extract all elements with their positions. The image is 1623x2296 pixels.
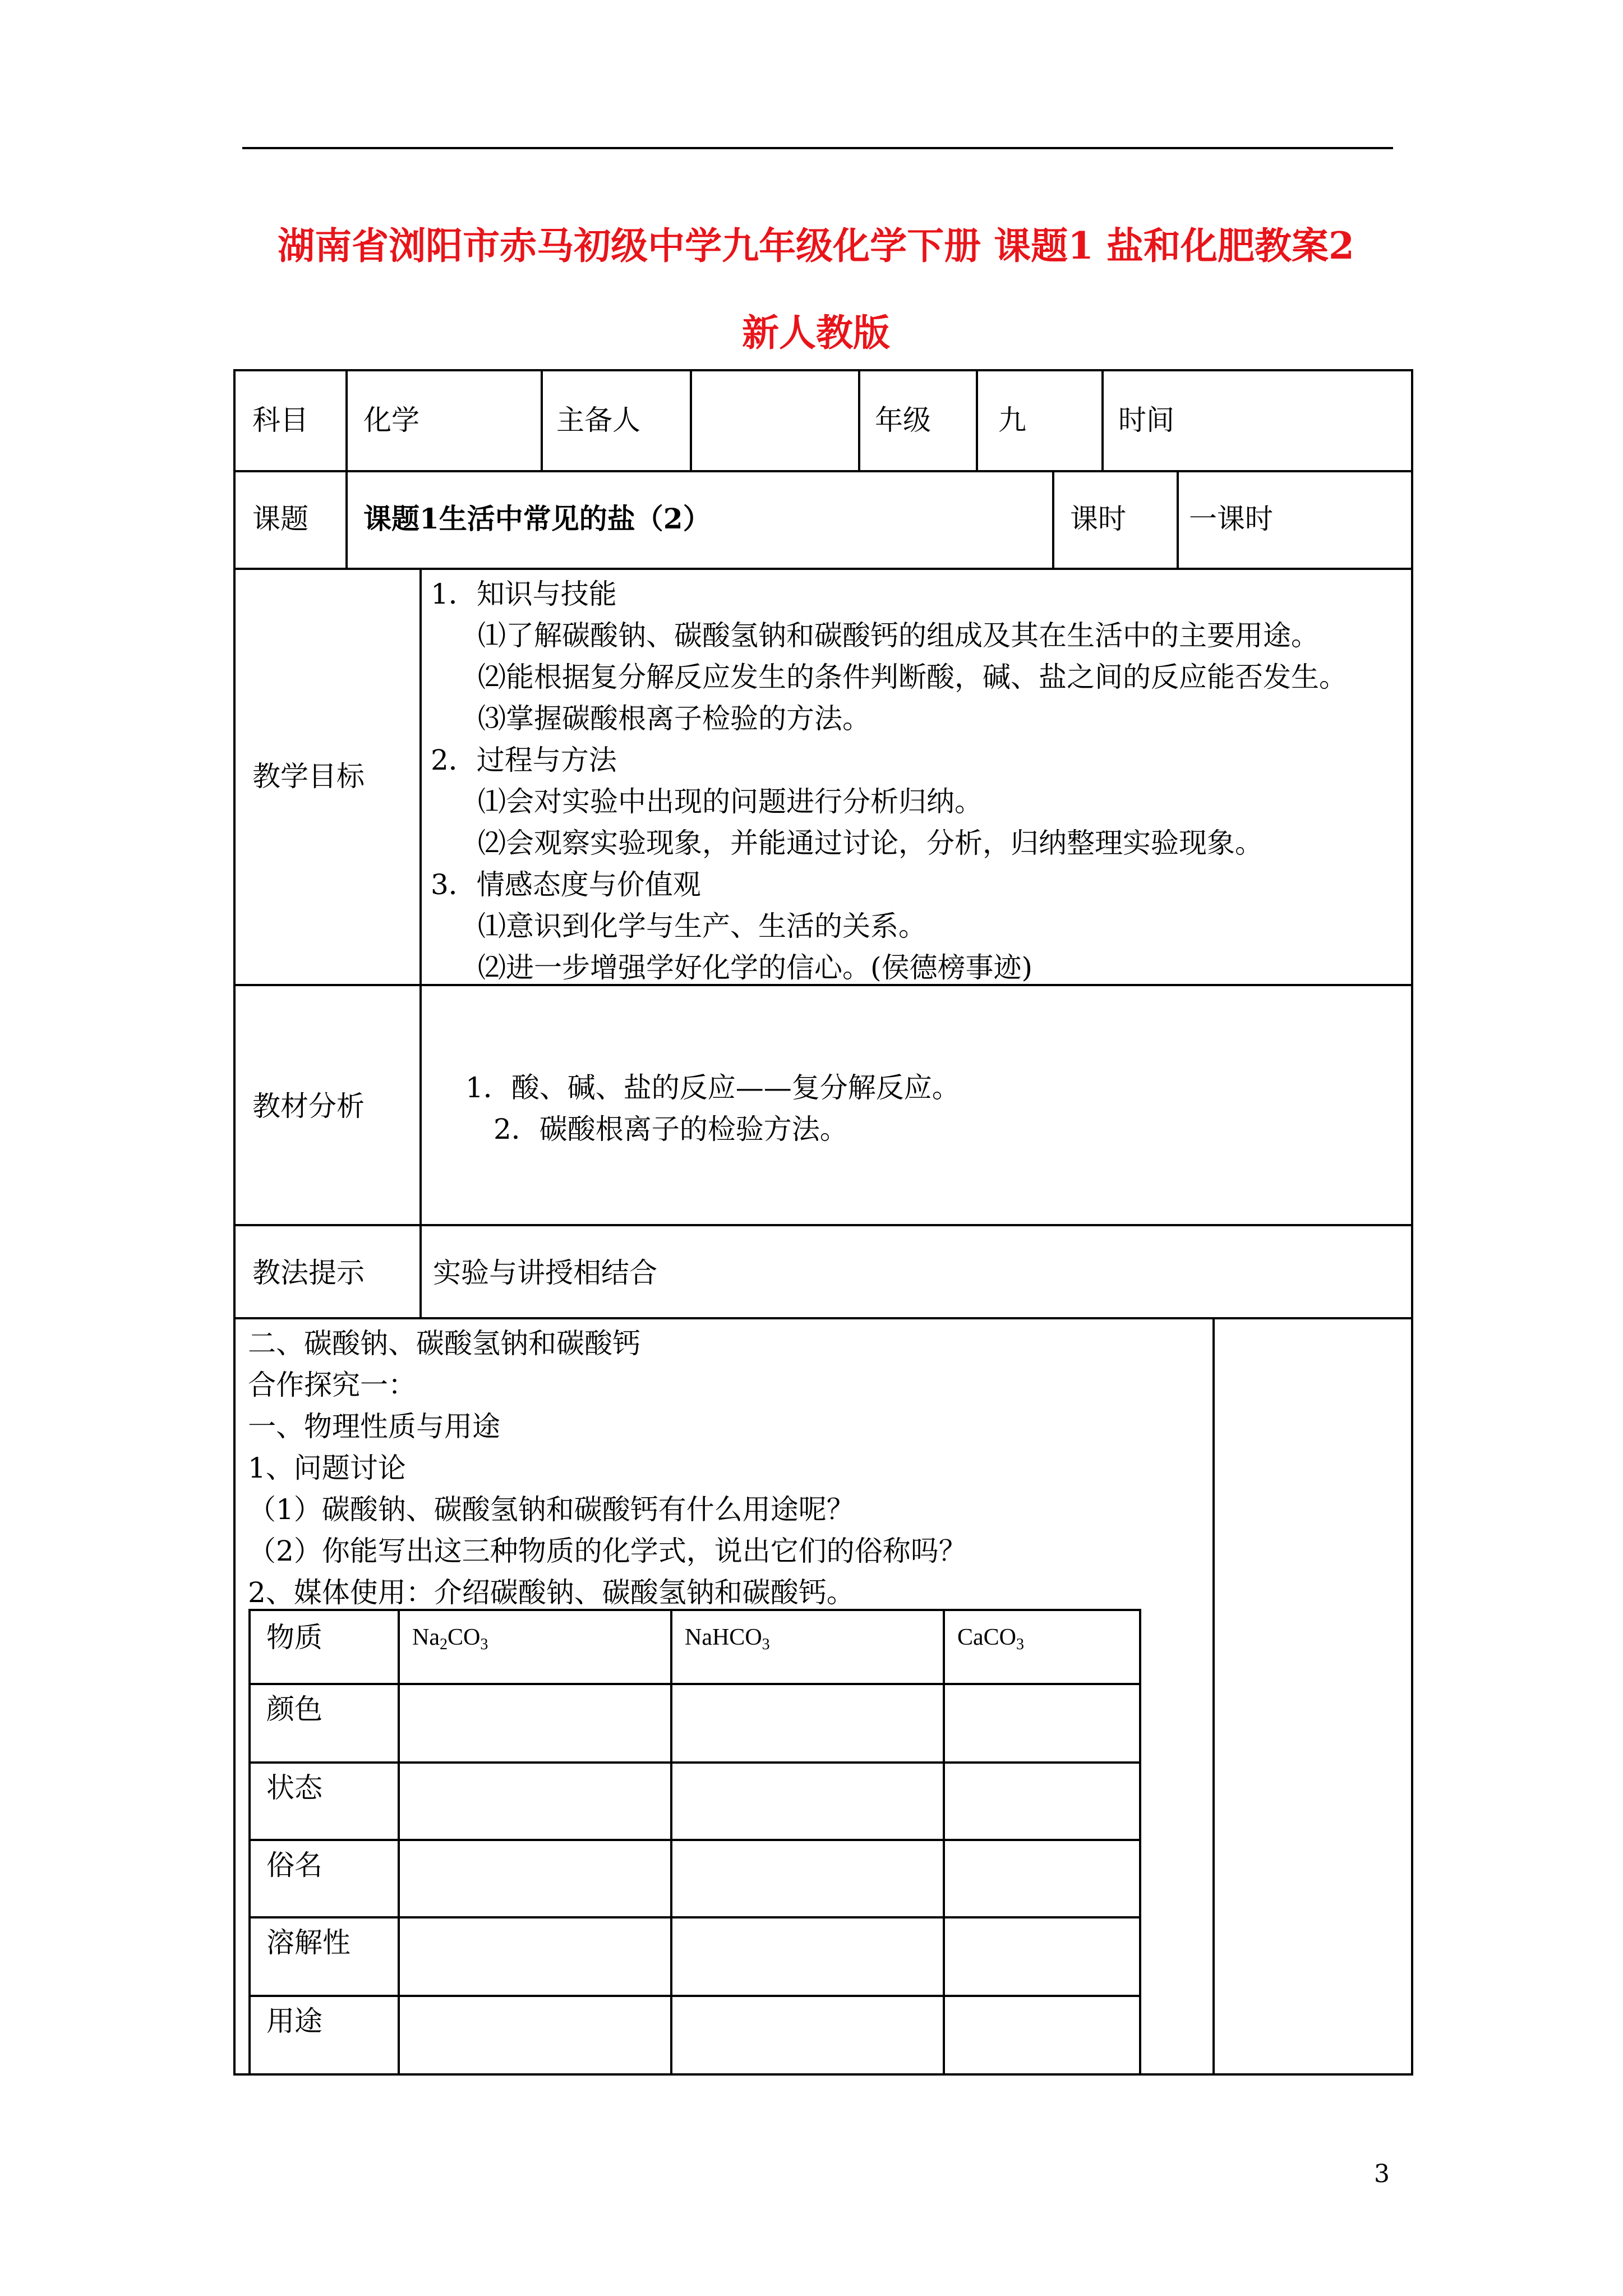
preparer-label: 主备人 (556, 404, 640, 436)
method-label: 教法提示 (252, 1257, 365, 1289)
subject-label: 科目 (252, 404, 308, 436)
header-caco3 (957, 1626, 1024, 1653)
document-title-line-2: 新人教版 (742, 311, 890, 355)
objective-line: 3．情感态度与价值观 (431, 868, 701, 901)
header-nahco3 (685, 1626, 770, 1653)
row-divider (251, 1916, 1139, 1918)
col-divider (1101, 371, 1104, 470)
document-title-line-1: 湖南省浏阳市赤马初级中学九年级化学下册 课题1 盐和化肥教案2 (278, 224, 1354, 268)
body-line: （1）碳酸钠、碳酸氢钠和碳酸钙有什么用途呢？ (248, 1493, 855, 1526)
row-divider (251, 1761, 1139, 1764)
body-line: （2）你能写出这三种物质的化学式，说出它们的俗称吗？ (248, 1535, 967, 1567)
row-divider (236, 1224, 1411, 1226)
period-label: 课时 (1070, 503, 1126, 535)
body-line: 合作探究一： (248, 1369, 416, 1401)
col-divider (690, 371, 692, 470)
analysis-line: 2．碳酸根离子的检验方法。 (494, 1113, 848, 1145)
grade-label: 年级 (875, 404, 931, 436)
property-table (248, 1609, 1141, 2076)
objective-line: ⑴意识到化学与生产、生活的关系。 (478, 910, 926, 942)
body-line: 2、媒体使用：介绍碳酸钠、碳酸氢钠和碳酸钙。 (248, 1576, 855, 1609)
topic-label: 课题 (252, 503, 308, 535)
row-label-state: 状态 (266, 1772, 322, 1804)
topic-value: 课题1生活中常见的盐（2） (363, 502, 711, 535)
formula-subscript: 3 (1016, 1636, 1024, 1653)
grade-value: 九 (998, 404, 1026, 436)
subject-value: 化学 (363, 404, 419, 436)
col-divider (398, 1611, 400, 2073)
formula-subscript: 3 (762, 1636, 770, 1653)
formula-part: CO (447, 1625, 481, 1650)
objective-line: ⑵进一步增强学好化学的信心。(侯德榜事迹) (478, 951, 1033, 984)
col-divider (1177, 470, 1179, 568)
row-divider (251, 1995, 1139, 1997)
col-divider (419, 568, 422, 1317)
col-divider (541, 371, 543, 470)
col-divider (1052, 470, 1054, 568)
col-divider (1212, 1317, 1215, 2073)
objective-line: ⑶掌握碳酸根离子检验的方法。 (478, 702, 870, 735)
row-label-solubility: 溶解性 (266, 1926, 351, 1959)
row-divider (236, 1317, 1411, 1319)
formula-part: CaCO (957, 1625, 1016, 1650)
formula-part: Na (412, 1625, 440, 1650)
row-label-common-name: 俗名 (266, 1849, 322, 1881)
analysis-line: 1．酸、碱、盐的反应——复分解反应。 (465, 1071, 960, 1104)
objective-line: ⑵会观察实验现象，并能通过讨论，分析，归纳整理实验现象。 (478, 827, 1263, 859)
formula-part: NaHCO (685, 1625, 762, 1650)
col-divider (943, 1611, 945, 2073)
row-divider (236, 984, 1411, 986)
col-divider (345, 371, 348, 470)
body-line: 一、物理性质与用途 (248, 1410, 500, 1443)
header-na2co3 (412, 1626, 488, 1653)
row-divider (251, 1839, 1139, 1841)
objective-line: 2．过程与方法 (431, 744, 617, 776)
row-divider (251, 1683, 1139, 1685)
objective-line: ⑵能根据复分解反应发生的条件判断酸，碱、盐之间的反应能否发生。 (478, 661, 1347, 693)
col-divider (858, 371, 860, 470)
row-divider (236, 470, 1411, 472)
row-label-use: 用途 (266, 2005, 322, 2037)
objective-line: ⑴了解碳酸钠、碳酸氢钠和碳酸钙的组成及其在生活中的主要用途。 (478, 619, 1319, 652)
method-value: 实验与讲授相结合 (433, 1257, 657, 1289)
col-divider (670, 1611, 672, 2073)
analysis-label: 教材分析 (252, 1090, 365, 1122)
col-divider (976, 371, 978, 470)
col-divider (345, 470, 348, 568)
period-value: 一课时 (1189, 503, 1273, 535)
body-line: 1、问题讨论 (248, 1452, 406, 1484)
objective-line: 1．知识与技能 (431, 578, 617, 610)
header-substance: 物质 (266, 1621, 322, 1654)
time-label: 时间 (1118, 404, 1174, 436)
row-label-color: 颜色 (266, 1693, 322, 1726)
objective-line: ⑴会对实验中出现的问题进行分析归纳。 (478, 785, 983, 818)
formula-subscript: 3 (480, 1636, 488, 1653)
formula-subscript: 2 (439, 1636, 448, 1653)
page-number: 3 (1374, 2160, 1390, 2188)
objectives-label: 教学目标 (252, 760, 365, 793)
header-rule (242, 147, 1393, 149)
body-line: 二、碳酸钠、碳酸氢钠和碳酸钙 (248, 1327, 640, 1360)
row-divider (236, 568, 1411, 570)
